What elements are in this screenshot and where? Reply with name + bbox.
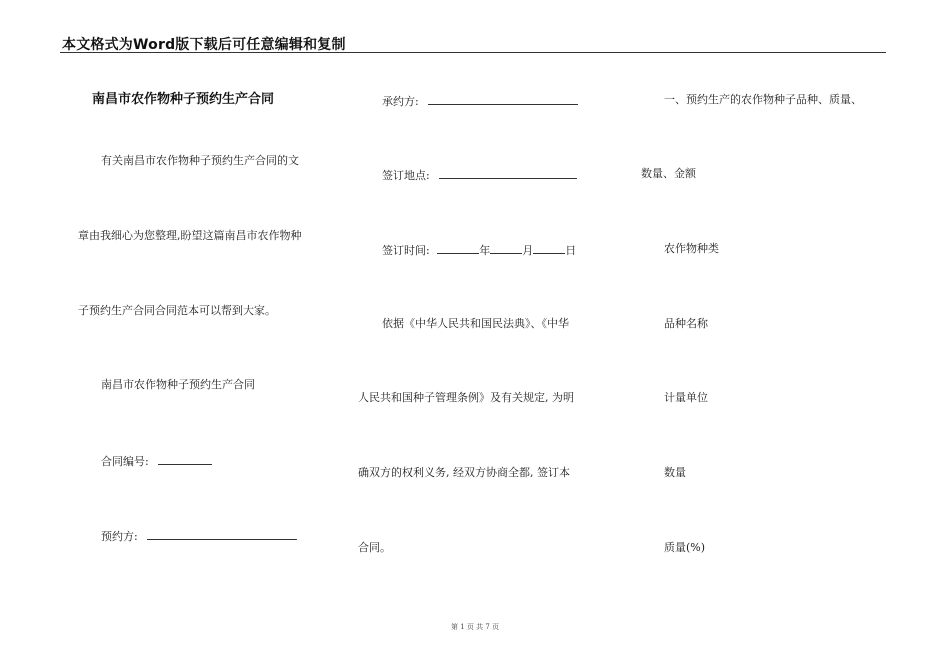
intro-line-1: 有关南昌市农作物种子预约生产合同的文: [101, 154, 299, 167]
contractor-blank: [428, 93, 578, 105]
quality-label: 质量(%): [664, 541, 706, 554]
month-label: 月: [522, 244, 534, 257]
section-1-heading-cont: 数量、金额: [641, 167, 696, 180]
month-blank: [490, 242, 522, 254]
contract-number-blank: [158, 453, 212, 465]
basis-line-4: 合同。: [358, 541, 391, 554]
contract-number-label: 合同编号:: [101, 455, 149, 468]
document-title: 南昌市农作物种子预约生产合同: [92, 92, 275, 107]
day-blank: [533, 242, 565, 254]
sign-time-line: [382, 242, 576, 258]
crop-type-label: 农作物种类: [664, 242, 719, 255]
reserver-line: [101, 528, 297, 544]
year-blank: [437, 242, 479, 254]
quantity-label: 数量: [664, 466, 686, 479]
basis-line-2: 人民共和国种子管理条例》及有关规定, 为明: [358, 391, 574, 404]
sign-place-line: [382, 167, 577, 183]
basis-line-1: 依据《中华人民共和国民法典》、《中华: [382, 317, 569, 330]
sign-place-blank: [439, 167, 577, 179]
variety-name-label: 品种名称: [664, 317, 708, 330]
contractor-line: [382, 93, 578, 109]
sign-place-label: 签订地点:: [382, 169, 430, 182]
section-1-heading: 一、预约生产的农作物种子品种、质量、: [664, 93, 862, 106]
contract-subtitle: 南昌市农作物种子预约生产合同: [101, 378, 255, 391]
page-number: 第 1 页 共 7 页: [450, 623, 500, 631]
year-label: 年: [479, 244, 491, 257]
header-divider: [60, 52, 886, 53]
basis-line-3: 确双方的权利义务, 经双方协商全都, 签订本: [358, 466, 570, 479]
intro-line-2: 章由我细心为您整理,盼望这篇南昌市农作物种: [78, 229, 302, 242]
reserver-blank: [147, 528, 297, 540]
contract-number-line: [101, 453, 212, 469]
sign-time-label: 签订时间:: [382, 244, 430, 257]
intro-line-3: 子预约生产合同合同范本可以帮到大家。: [78, 304, 276, 317]
contractor-label: 承约方:: [382, 95, 419, 108]
unit-label: 计量单位: [664, 391, 708, 404]
day-label: 日: [565, 244, 577, 257]
reserver-label: 预约方:: [101, 530, 138, 543]
document-header: 本文格式为Word版下载后可任意编辑和复制: [62, 37, 346, 53]
